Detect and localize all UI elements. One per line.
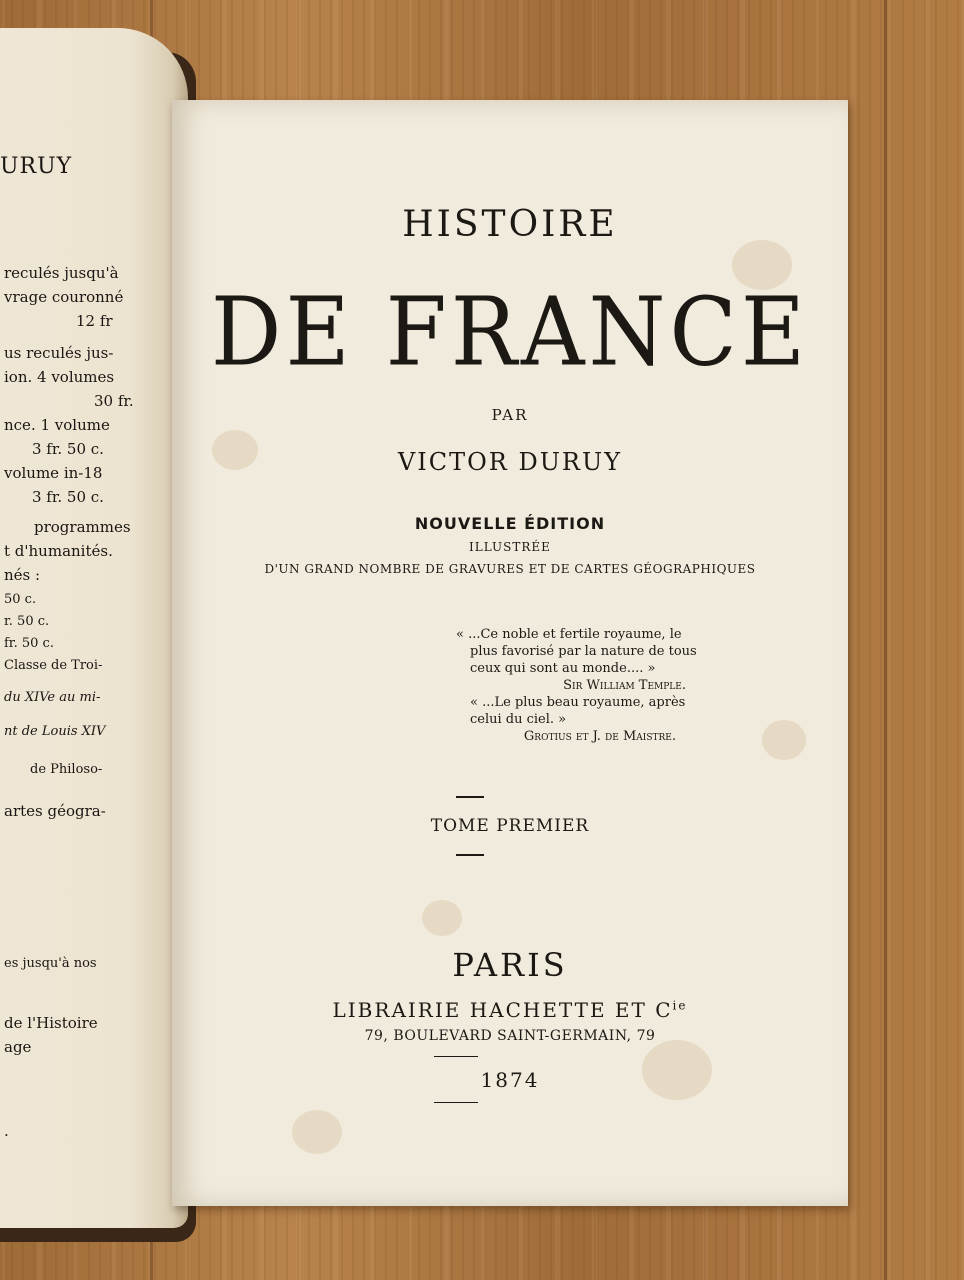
left-page-line: 50 c.	[4, 592, 37, 607]
epigraph-signature: Sir William Temple.	[563, 678, 686, 693]
wood-grain	[884, 0, 887, 1280]
left-page-line: volume in-18	[4, 464, 103, 482]
left-page-line: ion. 4 volumes	[4, 368, 115, 386]
publisher-name: LIBRAIRIE HACHETTE ET C	[332, 998, 673, 1022]
publisher	[172, 998, 848, 1022]
left-page-line: fr. 50 c.	[4, 636, 54, 651]
epigraph-line: « ...Ce noble et fertile royaume, le	[456, 627, 682, 642]
illustrated-label: ILLUSTRÉE	[469, 540, 551, 554]
left-page-line: 12 fr	[76, 312, 113, 330]
left-page-header: URUY	[0, 154, 73, 179]
left-page-line: .	[4, 1122, 9, 1140]
left-page-line: nce. 1 volume	[4, 416, 110, 434]
left-page-line: age	[4, 1038, 32, 1056]
left-page-line: nt de Louis XIV	[4, 724, 106, 739]
volume-label: TOME PREMIER	[430, 816, 590, 836]
left-page-line: us reculés jus-	[4, 344, 114, 362]
left-page-line: Classe de Troi-	[4, 658, 103, 673]
title-page	[172, 100, 848, 1206]
foxing-spot	[422, 900, 462, 936]
left-page-line: r. 50 c.	[4, 614, 50, 629]
epigraph-signature: Grotius et J. de Maistre.	[523, 729, 676, 744]
left-page	[0, 28, 188, 1228]
title-line-1: HISTOIRE	[402, 204, 618, 245]
foxing-spot	[292, 1110, 342, 1154]
publication-year: 1874	[480, 1068, 540, 1092]
publisher-address: 79, BOULEVARD SAINT-GERMAIN, 79	[364, 1028, 656, 1044]
left-page-line: nés :	[4, 566, 41, 584]
edition-label: NOUVELLE ÉDITION	[414, 514, 606, 533]
epigraph-line: ceux qui sont au monde.... »	[470, 661, 656, 676]
left-page-line: 3 fr. 50 c.	[32, 488, 104, 506]
city: PARIS	[452, 946, 568, 984]
left-page-line: vrage couronné	[4, 288, 124, 306]
rule	[434, 1102, 478, 1103]
author-name: VICTOR DURUY	[397, 448, 623, 476]
left-page-line: t d'humanités.	[4, 542, 113, 560]
left-page-line: reculés jusqu'à	[4, 264, 119, 282]
left-page-line: artes géogra-	[4, 802, 106, 820]
epigraph-line: « ...Le plus beau royaume, après	[470, 695, 686, 710]
publisher-superscript: ie	[672, 998, 688, 1013]
foxing-spot	[762, 720, 806, 760]
epigraph-line: celui du ciel. »	[470, 712, 567, 727]
rule	[456, 796, 484, 798]
left-page-line: de l'Histoire	[4, 1014, 98, 1032]
left-page-line: programmes	[34, 518, 131, 536]
title-line-2: DE FRANCE	[210, 275, 810, 388]
by-label: PAR	[491, 406, 529, 424]
rule	[456, 854, 484, 856]
left-page-line: es jusqu'à nos	[4, 956, 97, 971]
rule	[434, 1056, 478, 1057]
illustration-detail: D'UN GRAND NOMBRE DE GRAVURES ET DE CARTES GÉOGRAPHIQUES	[264, 562, 756, 576]
left-page-line: 3 fr. 50 c.	[32, 440, 104, 458]
left-page-line: de Philoso-	[30, 762, 103, 777]
left-page-line: 30 fr.	[94, 392, 134, 410]
epigraph-line: plus favorisé par la nature de tous	[470, 644, 697, 659]
epigraph	[456, 626, 726, 745]
left-page-line: du XIVe au mi-	[4, 690, 101, 705]
